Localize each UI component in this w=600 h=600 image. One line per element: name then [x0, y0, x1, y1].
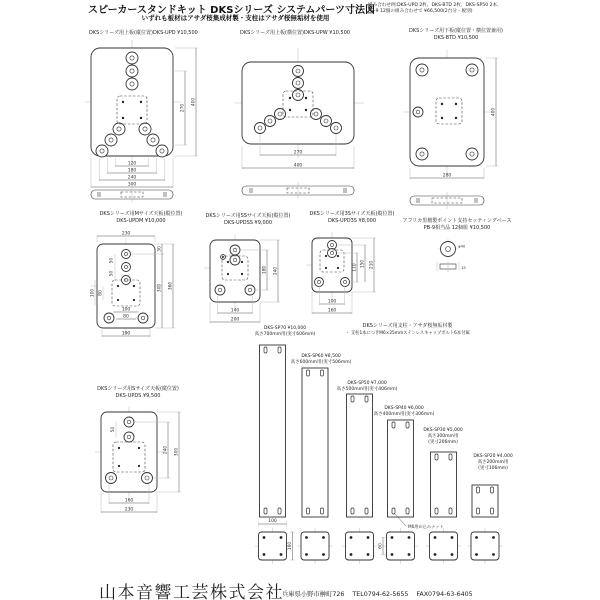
- updss-dim-b2: 200: [230, 317, 240, 323]
- page-subtitle: いずれも板材はアサダ桜集成材製・支柱はアサダ桜無垢材を使用: [141, 14, 330, 22]
- pillar-note: ・ 支柱1本につきM6×25mmステンレスキャップボルト6本付属: [345, 331, 470, 336]
- upd3s-dim-b1: 100: [327, 299, 337, 305]
- updm-dim-i1: 100: [121, 307, 131, 313]
- pillar-dim-width: 100: [268, 519, 277, 524]
- upw-label: DKSシリーズ用上板(横位置)DKS-UPW ¥10,500: [240, 30, 350, 36]
- upd-drawing: [85, 38, 235, 210]
- sp30-name: DKS-SP30 ¥5,000: [423, 428, 463, 433]
- pillar-nut-note: M6埋め込みナット: [408, 524, 444, 529]
- pb9-label-line2: PB-9相当品 12個組 ¥10,500: [423, 224, 491, 231]
- pb9-drawing: [428, 238, 498, 280]
- updm-dim-r3: 360: [168, 281, 174, 291]
- company-contact: [282, 589, 479, 598]
- updm-dim-sq2: 80: [98, 290, 104, 296]
- sp70-label: [243, 326, 327, 338]
- pillar-sp60: [302, 368, 328, 517]
- updss-label-line2: DKS-UPDSS ¥9,000: [223, 219, 273, 226]
- upd-dim-h1: 270: [180, 103, 186, 113]
- updm-drawing: [85, 230, 197, 354]
- upd3s-dim-r2: 150: [360, 259, 366, 269]
- pillar-dim-height: 100: [288, 541, 293, 551]
- sp20-name: DKS-SP20 ¥4,000: [473, 454, 513, 459]
- company-name: 山本音響工芸株式会社: [99, 583, 284, 600]
- upd-dim-h2: 400: [191, 97, 197, 107]
- sp70-name: DKS-SP70 ¥10,000: [263, 326, 307, 331]
- updm-label-line2: DKS-UPDM ¥10,000: [116, 217, 166, 224]
- updss-label: [196, 213, 300, 227]
- pillar-dim-pitch: 60: [378, 543, 384, 549]
- upd3s-dim-b2: 160: [327, 308, 337, 314]
- pillars-drawing: [240, 338, 515, 570]
- combo-note-line1: 組み合わせ例:DKS-UPD 2枚、DKS-BTD 2枚、DKS-SP50 2本、: [368, 3, 502, 8]
- updm-dim-l2: 50: [109, 270, 115, 277]
- upds-dim-b2: 230: [124, 507, 134, 513]
- upds-dim-r1: 240: [163, 445, 169, 455]
- updm-label-line1: DKSシリーズ用Mサイズ天板(縦位置): [99, 211, 183, 217]
- sp50-name: DKS-SP50 ¥7,000: [347, 381, 387, 386]
- company-tel: TEL0794-62-5655: [352, 591, 409, 598]
- pb9-side-view: [437, 261, 466, 272]
- upd-dim-w1: 120: [127, 161, 137, 167]
- btd-dim-h1: 400: [491, 107, 497, 117]
- btd-dim-w1: 280: [442, 173, 452, 179]
- pb9-dim-th: 15: [461, 265, 466, 270]
- company-address: 兵庫県小野市榊町726: [282, 591, 345, 598]
- updss-dim-r1: 180: [262, 265, 268, 275]
- page-title: スピーカースタンドキット DKSシリーズ システムパーツ寸法図: [88, 5, 376, 16]
- upd-dim-w3: 240: [127, 175, 137, 181]
- upd-label: DKSシリーズ用上板(縦位置)DKS-UPD ¥10,500: [89, 30, 198, 36]
- btd-label-line1: DKSシリーズ用下板(縦位置・横位置兼用): [409, 28, 503, 34]
- upd3s-dim-r1: 110: [352, 263, 358, 272]
- updm-dim-sq1: 100: [90, 288, 96, 298]
- updss-dim-b1: 140: [230, 308, 240, 314]
- btd-side-profile: [410, 192, 484, 209]
- upds-dim-l1: 50: [111, 426, 116, 433]
- sp60-use: 高さ600mm用(実寸506mm): [290, 360, 352, 366]
- updm-dim-r1: 30: [157, 246, 163, 252]
- sp70-use: 高さ700mm用(実寸606mm): [254, 332, 316, 338]
- pillar-sp70: [260, 345, 286, 517]
- sp20-use2: (実寸106mm): [478, 466, 508, 472]
- pb9-dim-dia: φ40: [458, 243, 466, 249]
- company-fax: FAX0794-63-6405: [416, 591, 473, 598]
- upd3s-label-line1: DKSシリーズ用3Sサイズ天板(縦位置): [309, 211, 395, 217]
- btd-label-line2: DKS-BTD ¥10,500: [433, 34, 479, 41]
- upw-dim-w2: 400: [293, 163, 303, 169]
- sp20-use: 高さ200mm用: [477, 460, 509, 466]
- pillar-sp20: [472, 485, 498, 517]
- sp40-name: DKS-SP40 ¥6,000: [384, 406, 424, 411]
- upds-label-line1: DKSシリーズ用Sサイズ天板(縦位置): [97, 386, 179, 392]
- combo-note: [368, 3, 518, 16]
- upds-dim-r2: 300: [174, 447, 180, 457]
- upw-drawing: [230, 38, 390, 210]
- upds-dim-b1: 160: [124, 498, 134, 504]
- sp60-name: DKS-SP60 ¥8,500: [301, 354, 341, 359]
- pillar-sp40: [388, 420, 414, 517]
- upd-side-profile: [91, 186, 173, 203]
- sp30-use2: (実寸206mm): [428, 440, 458, 446]
- updm-label: [85, 211, 197, 225]
- btd-drawing: [395, 38, 515, 216]
- upd-dim-w2: 180: [127, 168, 137, 174]
- pb9-label: [398, 218, 516, 232]
- pb9-label-line1: アフリカ黒檀製ポイント支持セッティングベース: [402, 218, 512, 224]
- upw-dim-w1: 270: [293, 150, 303, 156]
- combo-note-line2: PB-9 12個の組み合わせで ¥66,500(2台分・税別): [368, 9, 473, 15]
- upd3s-label-line2: DKS-UPD3S ¥8,000: [327, 217, 377, 224]
- upd3s-dim-r3: 210: [369, 260, 375, 270]
- updm-dim-top: 230: [121, 231, 131, 237]
- updss-dim-r2: 240: [273, 266, 279, 276]
- sp40-use: 高さ400mm用(実寸306mm): [373, 412, 435, 418]
- upd3s-label: [300, 211, 404, 225]
- upds-label-line2: DKS-UPDS ¥9,500: [115, 392, 161, 399]
- pillar-sp30: [431, 452, 457, 517]
- sp30-use: 高さ300mm用: [427, 434, 459, 440]
- upds-drawing: [85, 400, 243, 528]
- updm-dim-r2: 300: [157, 283, 163, 293]
- updm-dim-l1: 50: [109, 257, 115, 264]
- updm-dim-b1: 190: [121, 331, 131, 337]
- updm-dim-i2: 80: [123, 314, 129, 320]
- pillar-sp50: [347, 394, 373, 517]
- updss-label-line1: DKSシリーズ用SSサイズ天板(縦位置): [205, 213, 291, 219]
- upd-dim-w4: 300: [127, 182, 137, 188]
- upw-side-profile: [242, 182, 354, 199]
- pillar-heading: DKSシリーズ用支柱・アサダ桜無垢材製: [362, 323, 453, 329]
- sp50-use: 高さ500mm用(実寸406mm): [336, 387, 398, 393]
- upds-label: [82, 386, 194, 400]
